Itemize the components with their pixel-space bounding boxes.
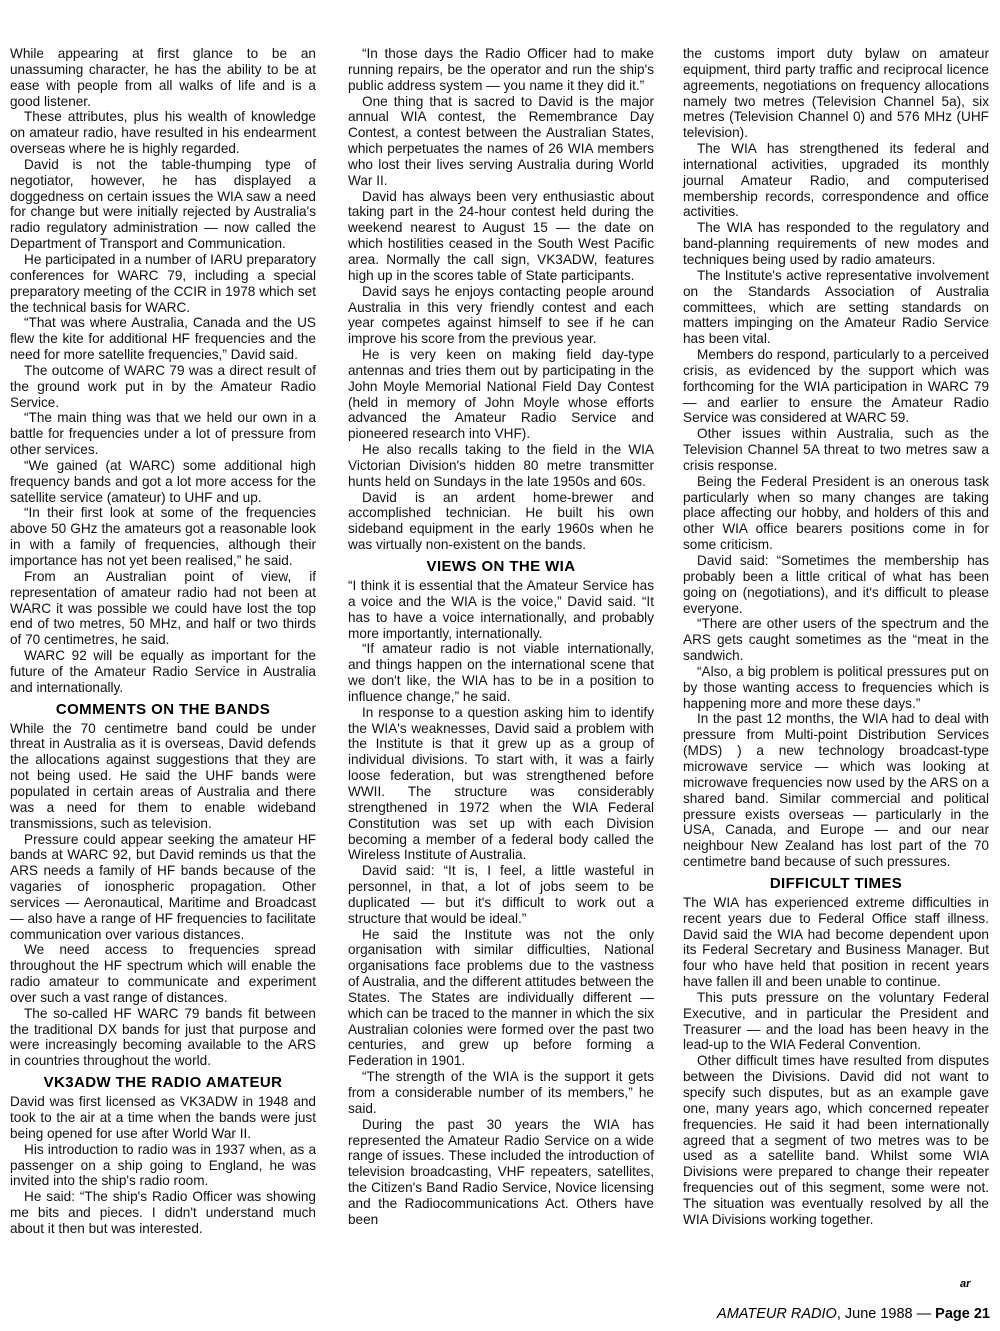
paragraph: “Also, a big problem is political pressures put on by those wanting access to frequencies which is happening more and more these days.” <box>683 663 989 711</box>
paragraph: “We gained (at WARC) some additional high frequency bands and got a lot more access for the satellite service (amateur) to UHF and up. <box>10 457 316 505</box>
column-3 <box>683 46 989 1228</box>
paragraph: This puts pressure on the voluntary Federal Executive, and in particular the President and Treasurer — and the load has been heavy in the lead-up to the WIA Federal Convention. <box>683 989 989 1053</box>
paragraph: He is very keen on making field day-type antennas and tries them out by participating in the John Moyle Memorial National Field Day Contest (held in memory of John Moyle whose efforts advanced the Amateur Radio Service and pioneered research into VHF). <box>348 347 654 442</box>
paragraph: In the past 12 months, the WIA had to deal with pressure from Multi-point Distribution Services (MDS) ) a new technology broadcast-type microwave service — which was looking at microwave frequencies now used by the ARS on a shared band. Similar commercial and political pressure exists overseas — particularly in the USA, Canada, and Europe — and our near neighbour New Zealand has lost part of the 70 centimetre band because of such pressures. <box>683 711 989 870</box>
paragraph: “In those days the Radio Officer had to make running repairs, be the operator and run the ship's public address system — you name it they did it.” <box>348 46 654 93</box>
paragraph: David said: “It is, I feel, a little wasteful in personnel, in that, a lot of jobs seem to be duplicated — but it's difficult to work out a structure that would be ideal.” <box>348 863 654 926</box>
footer-magazine-title: AMATEUR RADIO <box>717 1306 837 1322</box>
paragraph: He said: “The ship's Radio Officer was showing me bits and pieces. I didn't understand much about it then but was interested. <box>10 1189 316 1236</box>
page-footer <box>717 1306 990 1322</box>
paragraph: Being the Federal President is an onerous task particularly when so many changes are taking place affecting our hobby, and holders of this and other WIA office bearers positions come in for some criticism. <box>683 473 989 553</box>
paragraph: The so-called HF WARC 79 bands fit between the traditional DX bands for just that purpose and were increasingly becoming available to the ARS in countries throughout the world. <box>10 1005 316 1069</box>
paragraph: He said the Institute was not the only organisation with similar difficulties, National organisations face problems due to the vastness of Australia, and the different attitudes between the States. The States are individually different — which can be traced to the manner in which the six Australian colonies were formed over the past two centuries, and grew up before forming a Federation in 1901. <box>348 926 654 1069</box>
section-heading: VK3ADW THE RADIO AMATEUR <box>43 1074 283 1092</box>
paragraph: “I think it is essential that the Amateur Service has a voice and the WIA is the voice,” David said. “It has to have a voice internationally, and probably more importantly, internationally. <box>348 578 654 641</box>
paragraph: These attributes, plus his wealth of knowledge on amateur radio, have resulted in his endearment overseas where he is highly regarded. <box>10 109 316 157</box>
paragraph: “If amateur radio is not viable internationally, and things happen on the international scene that we don't like, the WIA has to be in a position to influence change,” he said. <box>348 641 654 704</box>
paragraph: One thing that is sacred to David is the major annual WIA contest, the Remembrance Day Contest, a contest between the Australian States, which perpetuates the names of 26 WIA members who lost their lives serving Australia during World War II. <box>348 93 654 188</box>
paragraph: David was first licensed as VK3ADW in 1948 and took to the air at a time when the bands were just being opened for use after World War II. <box>10 1094 316 1141</box>
paragraph: The WIA has responded to the regulatory and band-planning requirements of new modes and techniques being used by radio amateurs. <box>683 220 989 267</box>
paragraph: Pressure could appear seeking the amateur HF bands at WARC 92, but David reminds us that the ARS needs a family of HF bands because of the vagaries of ionospheric propagation. Other services — Aeronautical, Maritime and Broadcast — also have a range of HF frequencies to facilitate communication over various distances. <box>10 831 316 942</box>
end-of-article-mark: ar <box>960 1278 971 1290</box>
paragraph: Other difficult times have resulted from disputes between the Divisions. David did not want to specify such disputes, but as an example gave one, many years ago, which concerned repeater frequencies. He said it had been internationally agreed that a segment of two metres was to be used as a satellite band. Whilst some WIA Divisions were prepared to change their repeater frequencies out of this segment, some were not. The situation was eventually resolved by all the WIA Divisions working together. <box>683 1053 989 1227</box>
paragraph: We need access to frequencies spread throughout the HF spectrum which will enable the radio amateur to communicate and experiment over such a vast range of distances. <box>10 942 316 1005</box>
paragraph: Members do respond, particularly to a perceived crisis, as evidenced by the support which was forthcoming for the WIA participation in WARC 79 — and earlier to ensure the Amateur Radio Service was considered at WARC 59. <box>683 347 989 426</box>
section-heading: DIFFICULT TIMES <box>769 874 903 892</box>
paragraph: While the 70 centimetre band could be under threat in Australia as it is overseas, David defends the allocations against suggestions that they are not being used. He said the UHF bands were populated in certain areas of Australia and there was a need for them to enable wideband transmissions, such as television. <box>10 720 316 831</box>
paragraph: He participated in a number of IARU preparatory conferences for WARC 79, including a special preparatory meeting of the CCIR in 1978 which set the technical basis for WARC. <box>10 251 316 315</box>
paragraph: “That was where Australia, Canada and the US flew the kite for additional HF frequencies and the need for more satellite frequencies,” David said. <box>10 315 316 363</box>
paragraph: During the past 30 years the WIA has represented the Amateur Radio Service on a wide range of issues. These included the introduction of television broadcasting, VHF repeaters, satellites, the Citizen's Band Radio Service, Novice licensing and the Radiocommunications Act. Others have been <box>348 1116 654 1227</box>
footer-page-number: Page 21 <box>935 1306 990 1322</box>
paragraph: David says he enjoys contacting people around Australia in this very friendly contest and each year competes against himself to see if he can improve his score from the previous year. <box>348 283 654 347</box>
paragraph: David has always been very enthusiastic about taking part in the 24-hour contest held during the weekend nearest to August 15 — the date on which hostilities ceased in the South West Pacific area. Normally the call sign, VK3ADW, features high up in the scores table of State participants. <box>348 188 654 283</box>
column-1 <box>10 46 316 1237</box>
footer-issue-date: , June 1988 — <box>836 1306 936 1322</box>
paragraph: the customs import duty bylaw on amateur equipment, third party traffic and reciprocal licence agreements, negotiations on frequency allocations namely two metres (Television Channel 5a), six metres (Television Channel 0) and 576 MHz (UHF television). <box>683 46 989 141</box>
section-heading: COMMENTS ON THE BANDS <box>55 700 271 718</box>
paragraph: Other issues within Australia, such as the Television Channel 5A threat to two metres saw a crisis response. <box>683 426 989 473</box>
paragraph: “There are other users of the spectrum and the ARS gets caught sometimes as the “meat in the sandwich. <box>683 616 989 664</box>
paragraph: The outcome of WARC 79 was a direct result of the ground work put in by the Amateur Radio Service. <box>10 362 316 410</box>
paragraph: David is not the table-thumping type of negotiator, however, he has displayed a doggedness on certain issues the WIA saw a need for change but were initially rejected by Australia's radio regulatory administration — now called the Department of Transport and Communication. <box>10 156 316 252</box>
paragraph: “The strength of the WIA is the support it gets from a considerable number of its members,” he said. <box>348 1069 654 1116</box>
paragraph: “The main thing was that we held our own in a battle for frequencies under a lot of pressure from other services. <box>10 410 316 458</box>
paragraph: In response to a question asking him to identify the WIA's weaknesses, David said a problem with the Institute is that it grew up as a group of individual divisions. To start with, it was a fairly loose federation, but was strengthened before WWII. The structure was considerably strengthened in 1972 when the WIA Federal Constitution was set up with each Division becoming a member of a federal body called the Wireless Institute of Australia. <box>348 704 654 863</box>
paragraph: David is an ardent home-brewer and accomplished technician. He built his own sideband equipment in the early 1960s when he was virtually non-existent on the bands. <box>348 489 654 553</box>
paragraph: WARC 92 will be equally as important for the future of the Amateur Radio Service in Australia and internationally. <box>10 648 316 695</box>
paragraph: The Institute's active representative involvement on the Standards Association of Australia committees, which are setting standards on matters impinging on the Amateur Radio Service has been vital. <box>683 267 989 347</box>
paragraph: David said: “Sometimes the membership has probably been a little critical of what has been going on (negotiations), and it's difficult to please everyone. <box>683 553 989 616</box>
paragraph: The WIA has strengthened its federal and international activities, upgraded its monthly journal Amateur Radio, and computerised membership records, correspondence and office activities. <box>683 141 989 220</box>
paragraph: He also recalls taking to the field in the WIA Victorian Division's hidden 80 metre transmitter hunts held on Sundays in the late 1950s and 60s. <box>348 442 654 489</box>
column-2 <box>348 46 654 1228</box>
paragraph: While appearing at first glance to be an unassuming character, he has the ability to be at ease with people from all walks of life and is a good listener. <box>10 46 316 109</box>
section-heading: VIEWS ON THE WIA <box>426 558 576 575</box>
paragraph: From an Australian point of view, if representation of amateur radio had not been at WARC it was possible we could have lost the top end of two metres, 50 MHz, and half or two thirds of 70 centimetres, he said. <box>10 568 316 648</box>
paragraph: “In their first look at some of the frequencies above 50 GHz the amateurs got a reasonable look in with a family of frequencies, although their importance has not yet been realised,” he said. <box>10 505 316 568</box>
paragraph: His introduction to radio was in 1937 when, as a passenger on a ship going to England, he was invited into the ship's radio room. <box>10 1141 316 1189</box>
paragraph: The WIA has experienced extreme difficulties in recent years due to Federal Office staff illness. David said the WIA had become dependent upon its Federal Secretary and Business Manager. But four who have held that position in recent years have fallen ill and been unable to continue. <box>683 894 989 990</box>
